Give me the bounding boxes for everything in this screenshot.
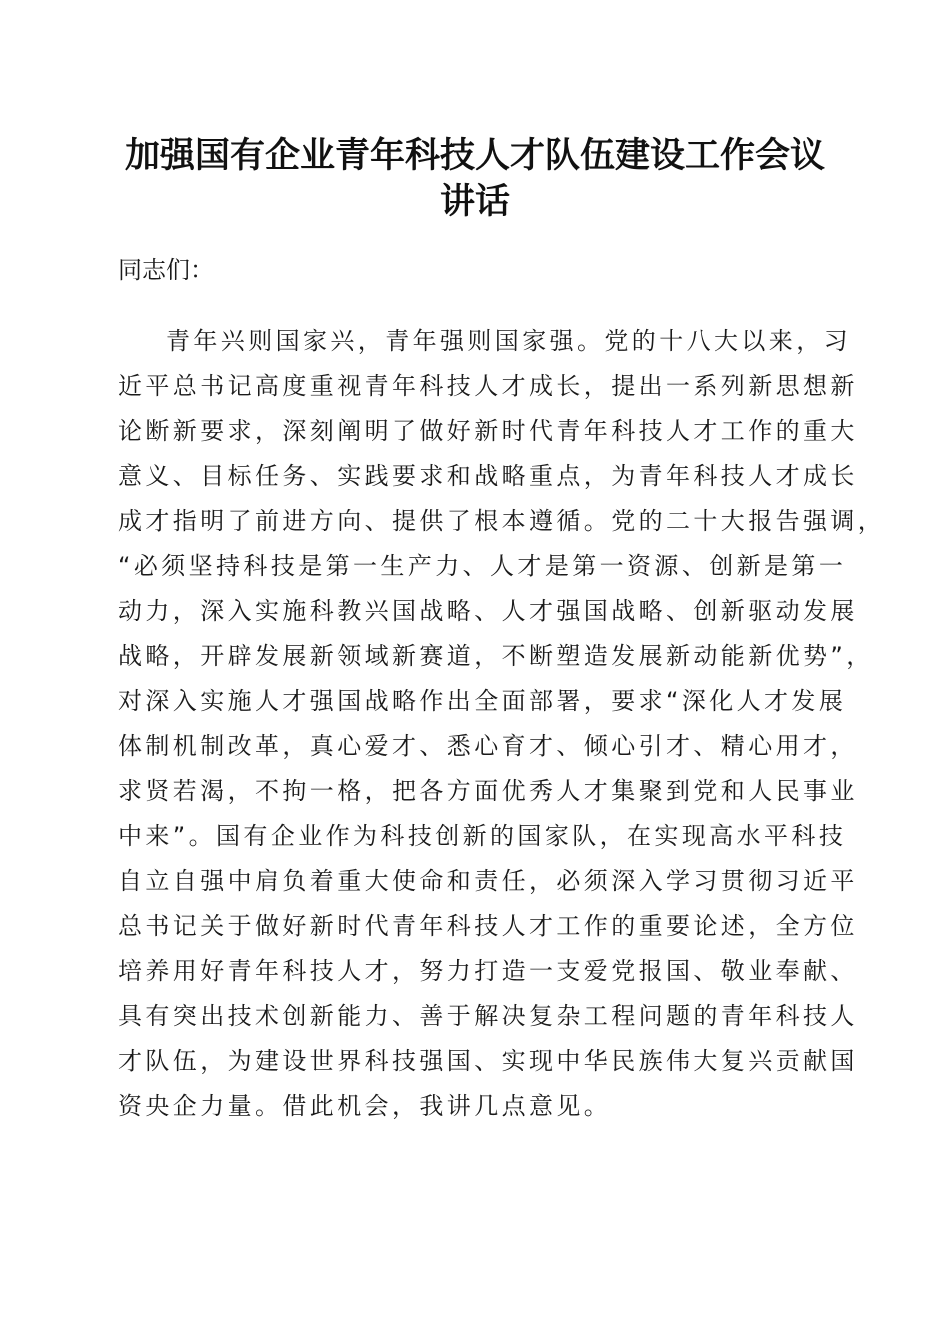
document-title	[100, 133, 850, 225]
salutation: 同志们：	[118, 256, 214, 284]
paragraph-line: 总书记关于做好新时代青年科技人才工作的重要论述，全方位	[118, 912, 858, 940]
paragraph-line: 对深入实施人才强国战略作出全面部署，要求“深化人才发展	[118, 687, 847, 715]
paragraph-line: 具有突出技术创新能力、善于解决复杂工程问题的青年科技人	[118, 1002, 858, 1030]
paragraph-line: 战略，开辟发展新领域新赛道，不断塑造发展新动能新优势”，	[118, 642, 874, 670]
paragraph-line: 才队伍，为建设世界科技强国、实现中华民族伟大复兴贡献国	[118, 1047, 858, 1075]
paragraph-line: 成才指明了前进方向、提供了根本遵循。党的二十大报告强调，	[118, 507, 886, 535]
paragraph-line: 意义、目标任务、实践要求和战略重点，为青年科技人才成长	[118, 462, 858, 490]
paragraph-line: 求贤若渴，不拘一格，把各方面优秀人才集聚到党和人民事业	[118, 777, 858, 805]
title-line: 讲话	[439, 181, 510, 222]
paragraph-line: 动力，深入实施科教兴国战略、人才强国战略、创新驱动发展	[118, 597, 858, 625]
paragraph-line: “必须坚持科技是第一生产力、人才是第一资源、创新是第一	[118, 552, 847, 580]
paragraph-line: 中来”。国有企业作为科技创新的国家队，在实现高水平科技	[118, 822, 847, 850]
paragraph-line: 青年兴则国家兴，青年强则国家强。党的十八大以来，习	[166, 327, 851, 355]
paragraph-line: 论断新要求，深刻阐明了做好新时代青年科技人才工作的重大	[118, 417, 858, 445]
paragraph-line: 资央企力量。借此机会，我讲几点意见。	[118, 1092, 612, 1120]
paragraph-line: 近平总书记高度重视青年科技人才成长，提出一系列新思想新	[118, 372, 858, 400]
paragraph-line: 自立自强中肩负着重大使命和责任，必须深入学习贯彻习近平	[118, 867, 858, 895]
title-line: 加强国有企业青年科技人才队伍建设工作会议	[124, 135, 825, 176]
paragraph-line: 培养用好青年科技人才，努力打造一支爱党报国、敬业奉献、	[118, 957, 858, 985]
paragraph-line: 体制机制改革，真心爱才、悉心育才、倾心引才、精心用才，	[118, 732, 858, 760]
body-paragraph	[118, 322, 886, 1132]
